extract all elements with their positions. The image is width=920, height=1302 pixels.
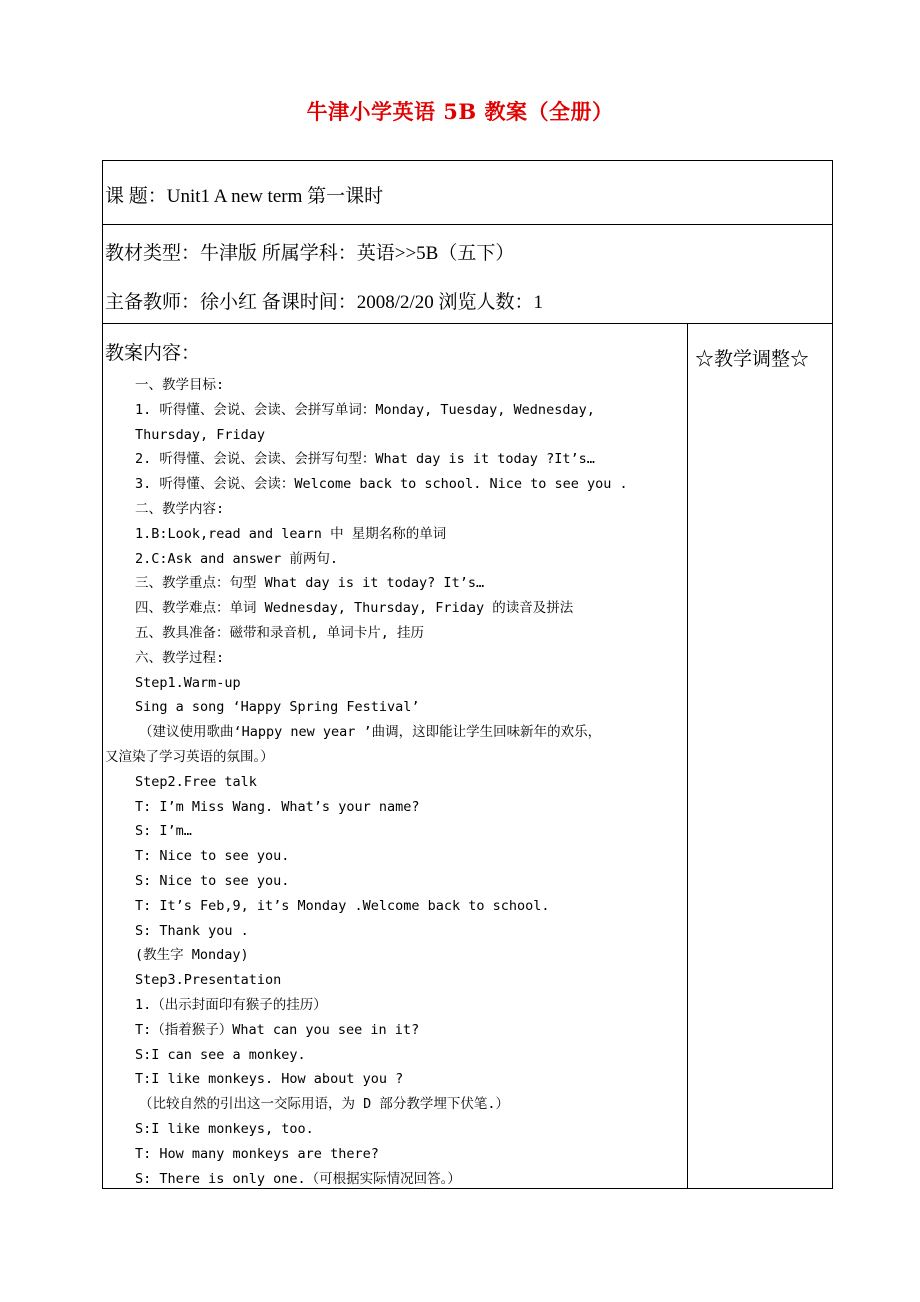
- lesson-row: [102, 160, 833, 225]
- meta-line-2: 主备教师：徐小红 备课时间：2008/2/20 浏览人数：1: [105, 292, 544, 313]
- body-line: T:I like monkeys. How about you ?: [135, 1071, 404, 1088]
- body-line: Step1.Warm-up: [135, 674, 241, 691]
- body-line: Step2.Free talk: [135, 773, 257, 790]
- page-title: 牛津小学英语 5B 教案（全册）: [306, 99, 614, 124]
- body-line: (教生字 Monday): [135, 947, 249, 964]
- lesson-title: 课 题：Unit1 A new term 第一课时: [105, 186, 384, 207]
- body-line: 又渲染了学习英语的氛围。）: [105, 748, 274, 765]
- body-line: 五、教具准备：磁带和录音机, 单词卡片, 挂历: [135, 624, 425, 641]
- content-row: [102, 323, 833, 1189]
- body-line: （比较自然的引出这一交际用语，为 D 部分教学埋下伏笔.）: [139, 1096, 510, 1113]
- adjust-heading: ☆教学调整☆: [695, 349, 810, 370]
- body-line: 二、教学内容:: [135, 500, 225, 517]
- meta-line-1: 教材类型：牛津版 所属学科：英语>>5B（五下）: [105, 243, 515, 264]
- body-line: T: It’s Feb,9, it’s Monday .Welcome back to school.: [135, 897, 550, 914]
- body-line: S: Nice to see you.: [135, 872, 290, 889]
- column-divider: [687, 324, 688, 1188]
- body-line: 1. 听得懂、会说、会读、会拼写单词：Monday, Tuesday, Wednesday,: [135, 401, 595, 418]
- body-line: 2.C:Ask and answer 前两句.: [135, 550, 339, 567]
- body-line: S: There is only one.（可根据实际情况回答。）: [135, 1170, 461, 1187]
- body-line: T: I’m Miss Wang. What’s your name?: [135, 798, 420, 815]
- body-line: （建议使用歌曲‘Happy new year ’曲调，这即能让学生回味新年的欢乐，: [139, 724, 602, 741]
- body-line: S:I like monkeys, too.: [135, 1120, 314, 1137]
- lesson-body: [103, 373, 687, 1191]
- content-heading: 教案内容：: [105, 343, 201, 364]
- body-line: S: Thank you .: [135, 922, 249, 939]
- body-line: Sing a song ‘Happy Spring Festival’: [135, 699, 420, 716]
- body-line: 2. 听得懂、会说、会读、会拼写句型：What day is it today ?It’s…: [135, 451, 595, 468]
- body-line: T: How many monkeys are there?: [135, 1145, 379, 1162]
- body-line: Thursday, Friday: [135, 426, 266, 443]
- body-line: T: Nice to see you.: [135, 848, 290, 865]
- body-line: Step3.Presentation: [135, 972, 282, 989]
- body-line: 1.（出示封面印有猴子的挂历）: [135, 996, 327, 1013]
- body-line: 一、教学目标:: [135, 377, 225, 393]
- body-line: 三、教学重点：句型 What day is it today? It’s…: [135, 575, 485, 592]
- body-line: S: I’m…: [135, 823, 192, 840]
- body-line: 3. 听得懂、会说、会读：Welcome back to school. Nice to see you .: [135, 476, 628, 493]
- body-line: 四、教学难点：单词 Wednesday, Thursday, Friday 的读音及拼法: [135, 600, 574, 617]
- body-line: 六、教学过程:: [135, 649, 225, 666]
- body-line: T:（指着猴子）What can you see in it?: [135, 1021, 420, 1038]
- body-line: S:I can see a monkey.: [135, 1046, 306, 1063]
- meta-row: [102, 224, 833, 324]
- body-line: 1.B:Look,read and learn 中 星期名称的单词: [135, 525, 447, 542]
